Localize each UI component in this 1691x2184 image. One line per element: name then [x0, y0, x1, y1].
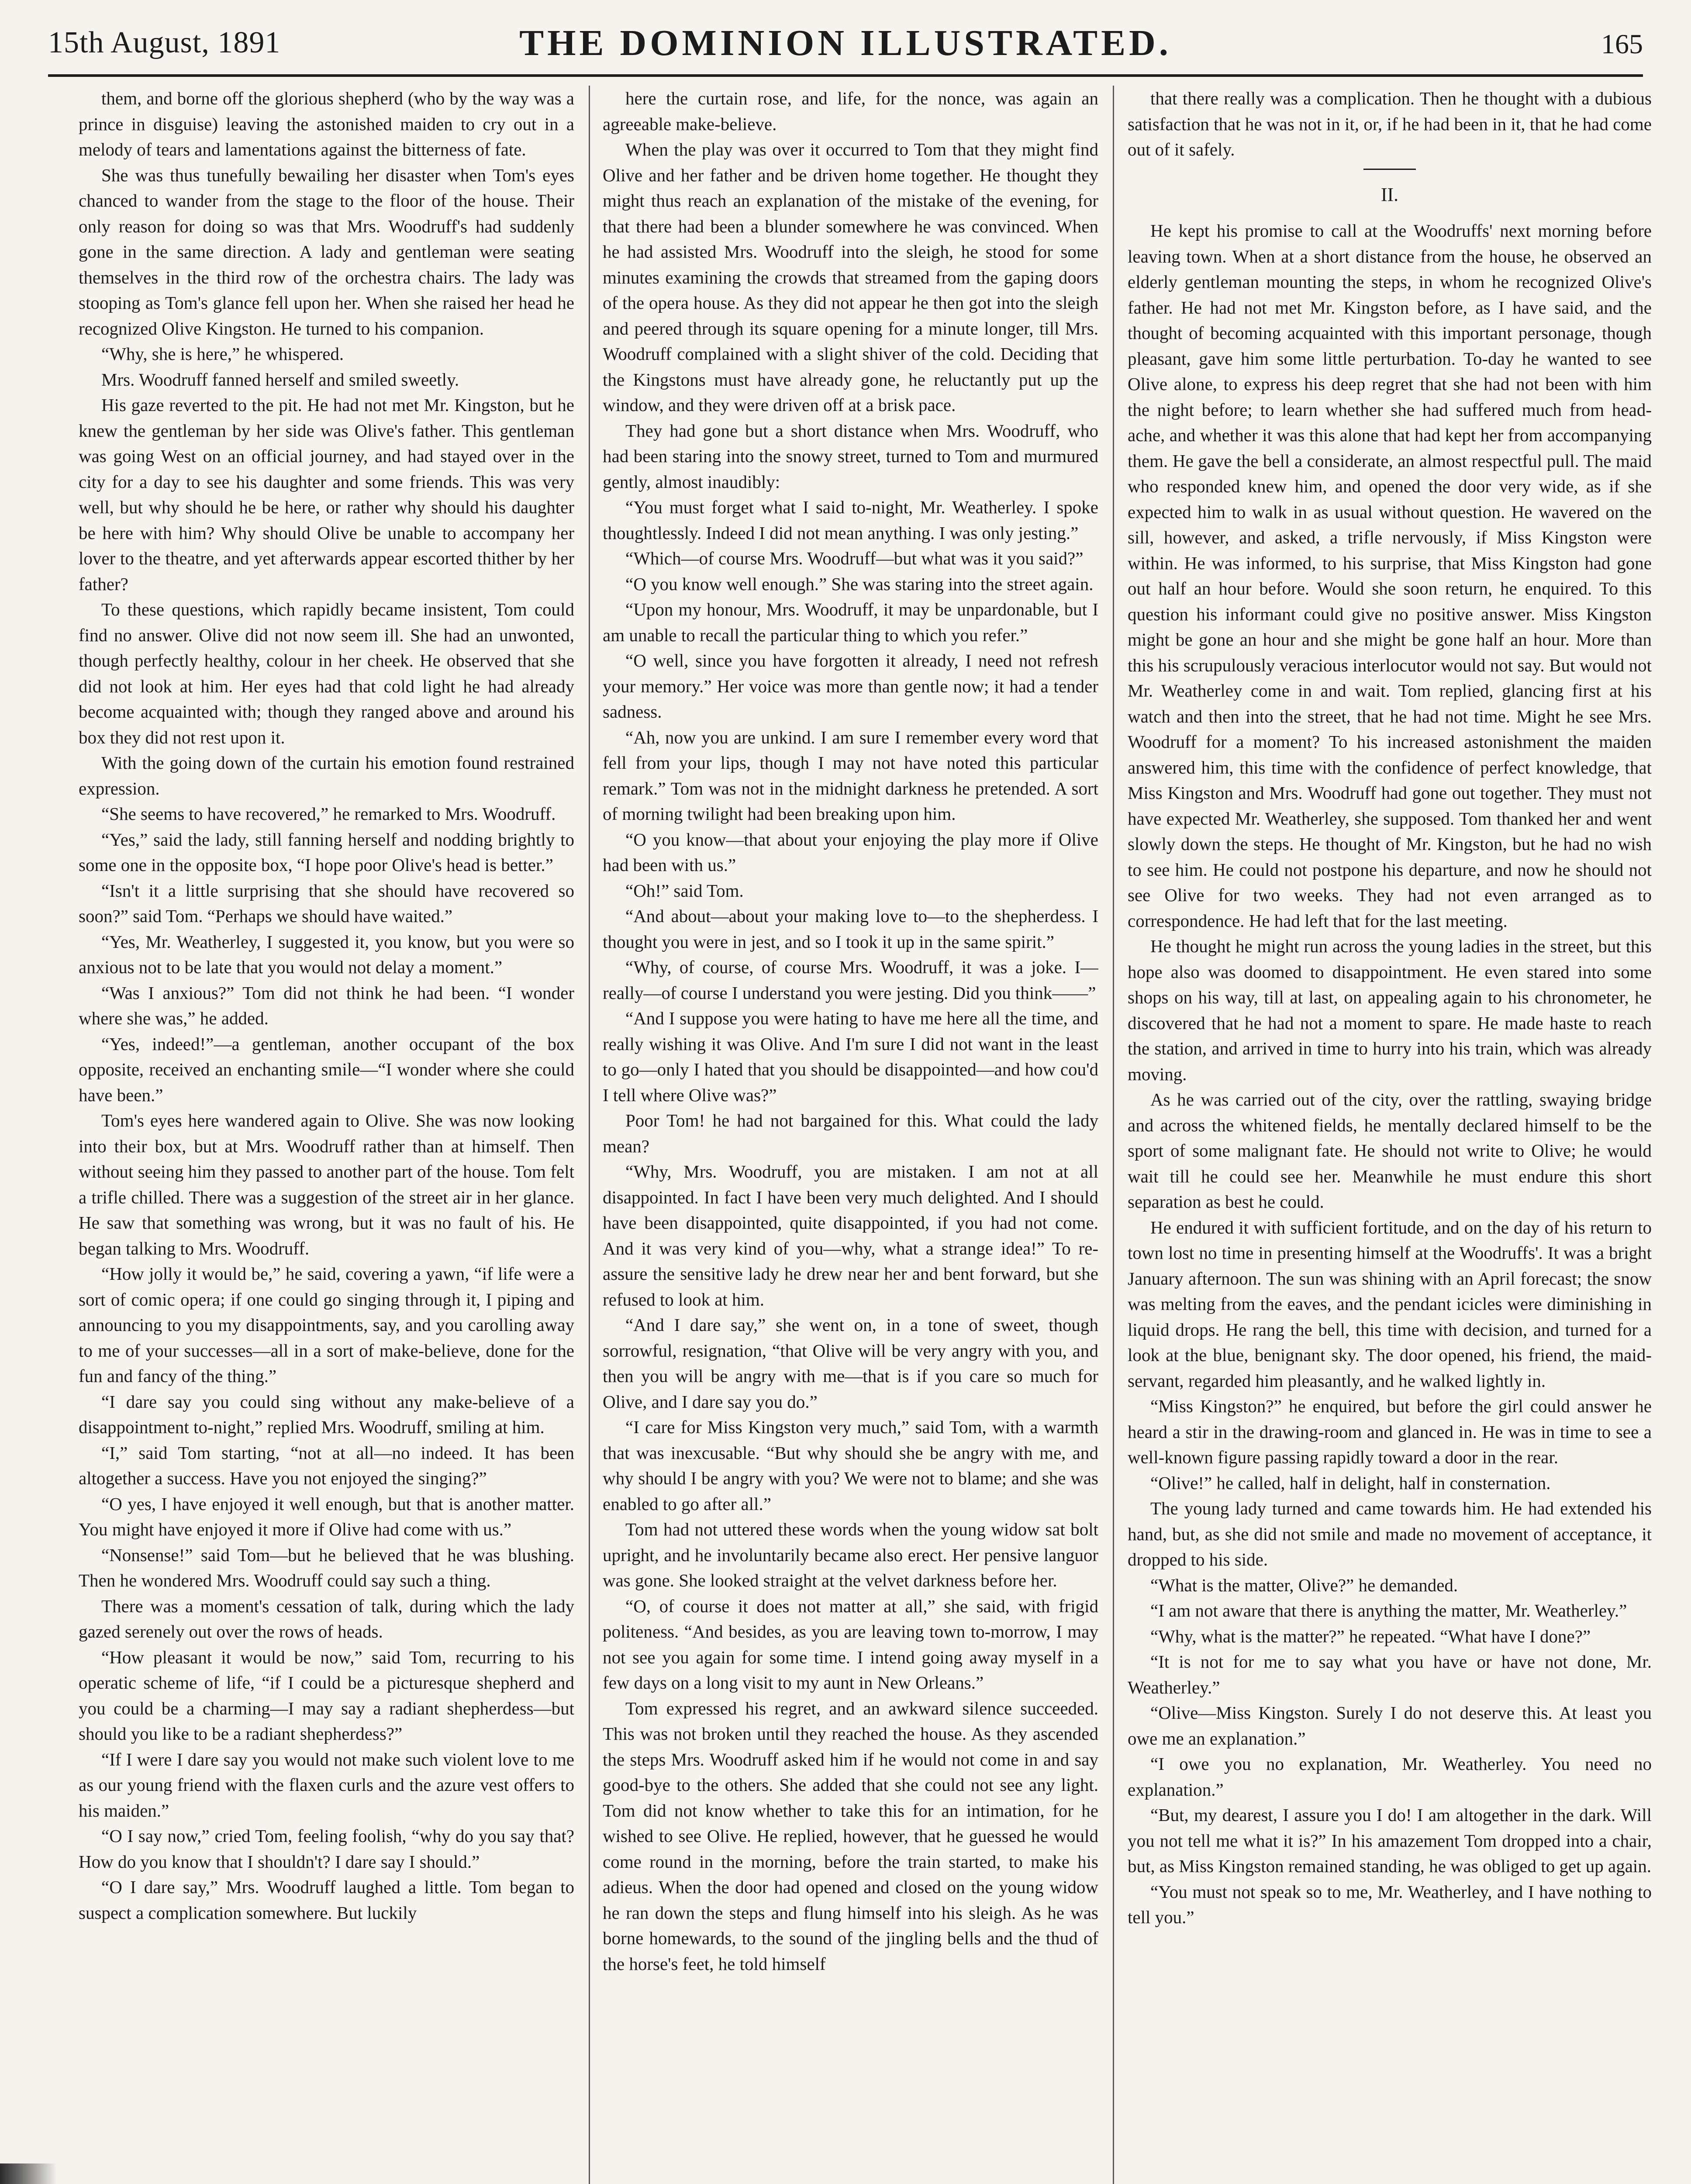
paragraph: “She seems to have recovered,” he remarked to Mrs. Woodruff.	[101, 804, 556, 824]
paragraph: “How jolly it would be,” he said, covering a yawn, “if life were a sort of comic opera; if one could go singing through it, I piping and announcing to you my disappointments, say, and you carolling away to me of your successes—all in a sort of make-believe, done for the fun and fancy of the thing.”	[79, 1264, 574, 1386]
section-heading	[1128, 169, 1652, 208]
section-rule	[1363, 169, 1416, 170]
paragraph: that there really was a complication. Then he thought with a dubious satisfaction that he was not in it, or, if he had been in it, that he had come out of it safely.	[1128, 88, 1652, 159]
paragraph: “If I were I dare say you would not make such violent love to me as our young friend with the flaxen curls and the azure vest offers to his maiden.”	[79, 1749, 574, 1821]
page-edge-shadow	[0, 2163, 57, 2184]
column-3	[1128, 86, 1652, 2184]
paragraph: They had gone but a short distance when Mrs. Woodruff, who had been staring into the snowy street, turned to Tom and murmured gently, almost inaudibly:	[603, 420, 1098, 492]
paragraph: “Olive!” he called, half in delight, half in consternation.	[1150, 1472, 1551, 1493]
paragraph: “And I dare say,” she went on, in a tone of sweet, though sorrowful, resignation, “that Olive will be very angry with you, and then you will be angry with me—that is if you care so much for Olive, and I dare say you do.”	[603, 1315, 1098, 1412]
paragraph: “Upon my honour, Mrs. Woodruff, it may be unpardonable, but I am unable to recall the particular thing to which you refer.”	[603, 599, 1098, 645]
paragraph: “O I dare say,” Mrs. Woodruff laughed a little. Tom began to suspect a complication somewhere. But luckily	[79, 1877, 574, 1923]
column-1	[79, 86, 574, 2184]
paragraph: There was a moment's cessation of talk, during which the lady gazed serenely out over the rows of heads.	[79, 1596, 574, 1641]
paragraph: “But, my dearest, I assure you I do! I am altogether in the dark. Will you not tell me what it is?” In his amazement Tom dropped into a chair, but, as Miss Kingston remained standing, he was obliged to get up again.	[1128, 1805, 1652, 1876]
paragraph: “I dare say you could sing without any make-believe of a disappointment to-night,” replied Mrs. Woodruff, smiling at him.	[79, 1391, 574, 1437]
column-2	[603, 86, 1098, 2184]
section-numeral: II.	[1380, 183, 1399, 205]
paragraph: “Why, Mrs. Woodruff, you are mistaken. I am not at all disappointed. In fact I have been very much delighted. And I should have been disappointed, quite disappointed, if you had not come. And it was very kind of you—why, what a strange idea!” To re-assure the sensitive lady he drew near her and bent forward, but she refused to look at him.	[603, 1161, 1098, 1310]
paragraph: “O yes, I have enjoyed it well enough, but that is another matter. You might have enjoyed it more if Olive had come with us.”	[79, 1493, 574, 1539]
paragraph: “Was I anxious?” Tom did not think he had been. “I wonder where she was,” he added.	[79, 982, 574, 1028]
issue-date: 15th August, 1891	[48, 26, 281, 59]
paragraph: “Why, what is the matter?” he repeated. “What have I done?”	[1150, 1626, 1591, 1646]
paragraph: “And about—about your making love to—to the shepherdess. I thought you were in jest, and so I took it up in the same spirit.”	[603, 906, 1098, 952]
paragraph: As he was carried out of the city, over the rattling, swaying bridge and across the whitened fields, he mentally declared himself to be the sport of some malignant fate. He should not write to Olive; he would wait till he could see her. Meanwhile he must endure this short separation as best he could.	[1128, 1089, 1652, 1212]
paragraph: “Isn't it a little surprising that she should have recovered so soon?” said Tom. “Perhaps we should have waited.”	[79, 880, 574, 926]
paragraph: To these questions, which rapidly became insistent, Tom could find no answer. Olive did not now seem ill. She had an unwonted, though perfectly healthy, colour in her cheek. He observed that she did not look at him. Her eyes had that cold light he had already become acquainted with; though they ranged above and around his box they did not rest upon it.	[79, 599, 574, 747]
paragraph: “Miss Kingston?” he enquired, but before the girl could answer he heard a stir in the drawing-room and glanced in. He was in time to see a well-known figure passing rapidly toward a door in the rear.	[1128, 1396, 1652, 1467]
masthead-title: THE DOMINION ILLUSTRATED.	[519, 23, 1172, 63]
paragraph: Tom had not uttered these words when the young widow sat bolt upright, and he involuntarily became also erect. Her pensive languor was gone. She looked straight at the velvet darkness before her.	[603, 1519, 1098, 1590]
paragraph: He endured it with sufficient fortitude, and on the day of his return to town lost no time in presenting himself at the Woodruffs'. It was a bright January afternoon. The sun was shining with an April forecast; the snow was melting from the eaves, and the pendant icicles were diminishing in liquid drops. He rang the bell, this time with decision, and turned for a look at the blue, benignant sky. The door opened, his friend, the maid-servant, regarded him pleasantly, and he walked lightly in.	[1128, 1217, 1652, 1391]
paragraph: “What is the matter, Olive?” he demanded.	[1150, 1575, 1458, 1595]
paragraph: “Yes,” said the lady, still fanning herself and nodding brightly to some one in the opposite box, “I hope poor Olive's head is better.”	[79, 829, 574, 875]
paragraph: “I owe you no explanation, Mr. Weatherley. You need no explanation.”	[1128, 1754, 1652, 1800]
paragraph: “O well, since you have forgotten it already, I need not refresh your memory.” Her voice was more than gentle now; it had a tender sadness.	[603, 650, 1098, 722]
paragraph: He kept his promise to call at the Woodruffs' next morning before leaving town. When at a short distance from the house, he observed an elderly gentleman mounting the steps, in whom he recognized Olive's father. He had not met Mr. Kingston before, as I have said, and the thought of becoming acquainted with this important personage, though pleasant, gave him some little perturbation. To-day he wanted to see Olive alone, to express his deep regret that she had not been with him the night before; to learn whether she had suffered much from head-ache, and whether it was this alone that had kept her from accompanying them. He gave the bell a considerate, an almost respectful pull. The maid who responded knew him, and opened the door very wide, as if she expected him to walk in as usual without question. He wavered on the sill, however, and asked, a trifle nervously, if Miss Kingston were within. He was informed, to his surprise, that Miss Kingston had gone out half an hour before. Would she soon return, he enquired. To this question his informant could give no positive answer. Miss Kingston might be gone an hour and she might be gone half an hour. More than this his scrupulously veracious interlocutor would not say. But would not Mr. Weatherley come in and wait. Tom replied, glancing first at his watch and then into the street, that he had not time. Might he see Mrs. Woodruff for a moment? To his increased astonishment the maiden answered him, this time with the confidence of perfect knowledge, that Miss Kingston and Mrs. Woodruff had gone out together. They must not have expected Mr. Weatherley, she supposed. Tom thanked her and went slowly down the steps. He thought of Mr. Kingston, but he had no wish to see him. He could not postpone his departure, and now he should not see Olive for two weeks. They had not even arranged as to correspondence. He had left that for the last meeting.	[1128, 221, 1652, 931]
paragraph: “It is not for me to say what you have or have not done, Mr. Weatherley.”	[1128, 1652, 1652, 1697]
paragraph: “O I say now,” cried Tom, feeling foolish, “why do you say that? How do you know that I shouldn't? I dare say I should.”	[79, 1826, 574, 1872]
paragraph: “You must not speak so to me, Mr. Weatherley, and I have nothing to tell you.”	[1128, 1881, 1652, 1927]
paragraph: “You must forget what I said to-night, Mr. Weatherley. I spoke thoughtlessly. Indeed I did not mean anything. I was only jesting.”	[603, 497, 1098, 543]
paragraph: “Which—of course Mrs. Woodruff—but what was it you said?”	[625, 548, 1084, 568]
paragraph: With the going down of the curtain his emotion found restrained expression.	[79, 753, 574, 798]
paragraph: Tom's eyes here wandered again to Olive. She was now looking into their box, but at Mrs. Woodruff rather than at himself. Then without seeing him they passed to another part of the house. Tom felt a trifle chilled. There was a suggestion of the street air in her glance. He saw that something was wrong, but it was no fault of his. He began talking to Mrs. Woodruff.	[79, 1110, 574, 1258]
paragraph: Poor Tom! he had not bargained for this. What could the lady mean?	[603, 1110, 1098, 1156]
page-number: 165	[1601, 28, 1643, 59]
paragraph: “And I suppose you were hating to have me here all the time, and really wishing it was Olive. And I'm sure I did not want in the least to go—only I hated that you should be disappointed—and how cou'd I tell where Olive was?”	[603, 1008, 1098, 1105]
paragraph: He thought he might run across the young ladies in the street, but this hope also was doomed to disappointment. He even stared into some shops on his way, till at last, on appealing again to his chronometer, he discovered that he had not a moment to spare. He made haste to reach the station, and arrived in time to hurry into his train, which was already moving.	[1128, 936, 1652, 1084]
paragraph: “I am not aware that there is anything the matter, Mr. Weatherley.”	[1150, 1600, 1627, 1621]
column-divider	[589, 86, 590, 2184]
paragraph: “Oh!” said Tom.	[625, 880, 744, 901]
paragraph: “I care for Miss Kingston very much,” said Tom, with a warmth that was inexcusable. “But why should she be angry with me, and why should I be angry with you? We were not to blame; and she was enabled to go after all.”	[603, 1417, 1098, 1514]
page-header	[48, 17, 1643, 66]
paragraph: His gaze reverted to the pit. He had not met Mr. Kingston, but he knew the gentleman by her side was Olive's father. This gentleman was going West on an official journey, and had stayed over in the city for a day to see his daughter and some friends. This was very well, but why should he be here, or rather why should his daughter be here with him? Why should Olive be unable to accompany her lover to the theatre, and yet afterwards appear escorted thither by her father?	[79, 395, 574, 594]
paragraph: “How pleasant it would be now,” said Tom, recurring to his operatic scheme of life, “if I could be a picturesque shepherd and you could be a charming—I may say a radiant shepherdess—but should you like to be a radiant shepherdess?”	[79, 1647, 574, 1744]
paragraph: When the play was over it occurred to Tom that they might find Olive and her father and be driven home together. He thought they might thus reach an explanation of the mistake of the evening, for that there had been a blunder somewhere he was convinced. When he had assisted Mrs. Woodruff into the sleigh, he stood for some minutes examining the crowds that streamed from the gaping doors of the opera house. As they did not appear he then got into the sleigh and peered through its square opening for a minute longer, till Mrs. Woodruff complained with a slight shiver of the cold. Deciding that the Kingstons must have already gone, he reluctantly put up the window, and they were driven off at a brisk pace.	[603, 139, 1098, 415]
paragraph: “Ah, now you are unkind. I am sure I remember every word that fell from your lips, though I may not have noted this particular remark.” Tom was not in the midnight darkness he pretended. A sort of morning twilight had been breaking upon him.	[603, 727, 1098, 824]
paragraph: “O, of course it does not matter at all,” she said, with frigid politeness. “And besides, as you are leaving town to-morrow, I may not see you again for some time. I intend going away myself in a few days on a long visit to my aunt in New Orleans.”	[603, 1596, 1098, 1693]
paragraph: Tom expressed his regret, and an awkward silence succeeded. This was not broken until they reached the house. As they ascended the steps Mrs. Woodruff asked him if he would not come in and say good-bye to the others. She added that she could not see any light. Tom did not know whether to take this for an intimation, for he wished to see Olive. He replied, however, that he guessed he would come round in the morning, before the train started, to make his adieus. When the door had opened and closed on the young widow he ran down the steps and flung himself into his sleigh. As he was borne homewards, to the sound of the jingling bells and the thud of the horse's feet, he told himself	[603, 1698, 1098, 1974]
paragraph: “Olive—Miss Kingston. Surely I do not deserve this. At least you owe me an explanation.”	[1128, 1703, 1652, 1749]
paragraph: The young lady turned and came towards him. He had extended his hand, but, as she did not smile and made no movement of acceptance, it dropped to his side.	[1128, 1498, 1652, 1569]
paragraph: “Why, she is here,” he whispered.	[101, 344, 344, 364]
paragraph: “Yes, Mr. Weatherley, I suggested it, you know, but you were so anxious not to be late that you would not delay a moment.”	[79, 931, 574, 977]
paragraph: “I,” said Tom starting, “not at all—no indeed. It has been altogether a success. Have you not enjoyed the singing?”	[79, 1442, 574, 1488]
paragraph: She was thus tunefully bewailing her disaster when Tom's eyes chanced to wander from the stage to the floor of the house. Their only reason for doing so was that Mrs. Woodruff's had suddenly gone in the same direction. A lady and gentleman were seating themselves in the third row of the orchestra chairs. The lady was stooping as Tom's glance fell upon her. When she raised her head he recognized Olive Kingston. He turned to his companion.	[79, 165, 574, 339]
paragraph: “O you know—that about your enjoying the play more if Olive had been with us.”	[603, 829, 1098, 875]
paragraph: them, and borne off the glorious shepherd (who by the way was a prince in disguise) leaving the astonished maiden to cry out in a melody of tears and lamentations against the bitterness of fate.	[79, 88, 574, 159]
header-rule	[48, 74, 1643, 77]
paragraph: here the curtain rose, and life, for the nonce, was again an agreeable make-believe.	[603, 88, 1098, 134]
paragraph: “Nonsense!” said Tom—but he believed that he was blushing. Then he wondered Mrs. Woodruff could say such a thing.	[79, 1545, 574, 1590]
paragraph: “O you know well enough.” She was staring into the street again.	[625, 574, 1094, 594]
paragraph: “Yes, indeed!”—a gentleman, another occupant of the box opposite, received an enchanting smile—“I wonder where she could have been.”	[79, 1033, 574, 1105]
column-divider	[1113, 86, 1114, 2184]
paragraph: Mrs. Woodruff fanned herself and smiled sweetly.	[101, 369, 459, 390]
paragraph: “Why, of course, of course Mrs. Woodruff, it was a joke. I—really—of course I understand you were jesting. Did you think——”	[603, 957, 1098, 1003]
